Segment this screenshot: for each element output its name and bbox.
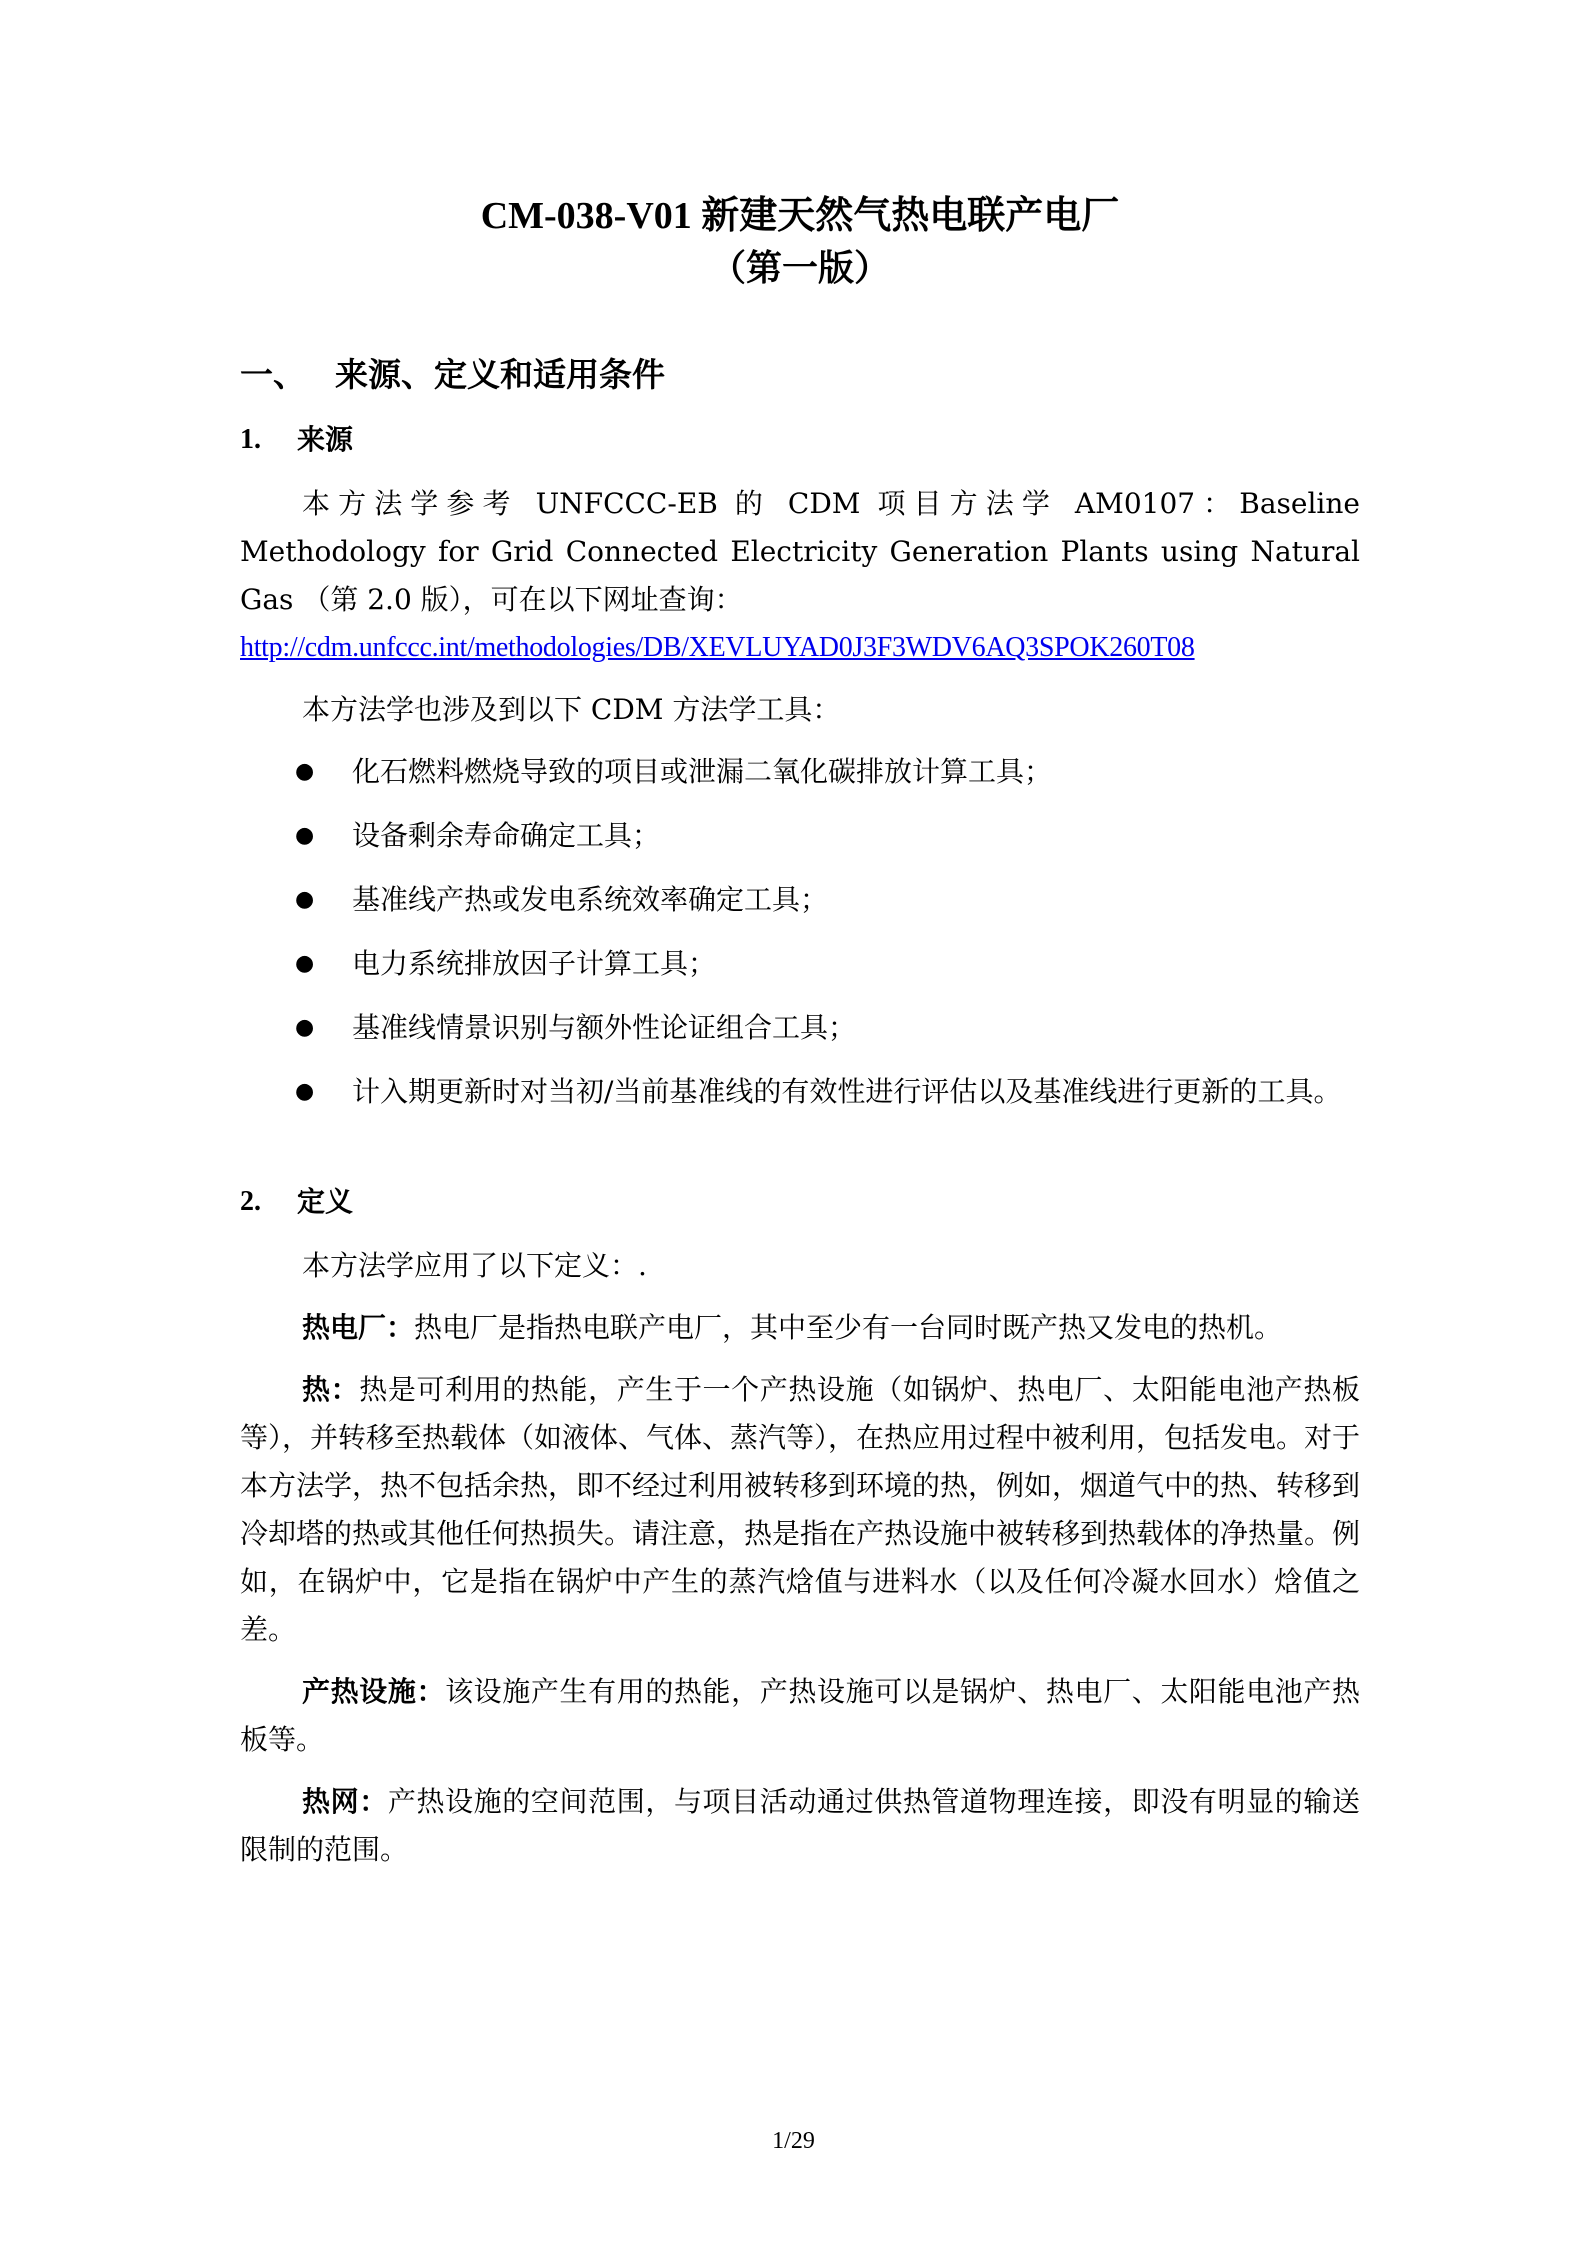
page-content (240, 190, 1360, 1888)
list-item-text: 化石燃料燃烧导致的项目或泄漏二氧化碳排放计算工具； (352, 755, 1053, 788)
bullet-icon: ● (295, 759, 315, 784)
section-heading-1 (240, 352, 1360, 398)
definition-term: 热： (302, 1373, 360, 1406)
list-item (240, 940, 1360, 988)
definition-chp-plant (240, 1304, 1360, 1352)
subsection-heading-source (240, 420, 1360, 460)
definition-heat-network (240, 1778, 1360, 1874)
bullet-icon: ● (295, 1079, 315, 1104)
list-item (240, 812, 1360, 860)
section-title: 来源、定义和适用条件 (335, 355, 665, 394)
methodology-link[interactable]: http://cdm.unfccc.int/methodologies/DB/XEVLUYAD0J3F3WDV6AQ3SPOK260T08 (240, 632, 1195, 663)
definition-term: 热网： (302, 1785, 388, 1818)
list-item-text: 基准线情景识别与额外性论证组合工具； (352, 1011, 857, 1044)
list-item (240, 876, 1360, 924)
list-item-text: 计入期更新时对当初/当前基准线的有效性进行评估以及基准线进行更新的工具。 (352, 1075, 1342, 1108)
subsection-heading-definitions (240, 1182, 1360, 1222)
subsection-number: 1. (240, 424, 261, 455)
definitions-intro: 本方法学应用了以下定义：. (302, 1249, 647, 1282)
subsection-title: 来源 (297, 423, 354, 456)
definition-text: 热是可利用的热能，产生于一个产热设施（如锅炉、热电厂、太阳能电池产热板等），并转移至热载体（如液体、气体、蒸汽等），在热应用过程中被利用，包括发电。对于本方法学，热不包括余热，即不经过利用被转移到环境的热，例如，烟道气中的热、转移到冷却塔的热或其他任何热损失。请注意，热是指在产热设施中被转移到热载体的净热量。例如，在锅炉中，它是指在锅炉中产生的蒸汽焓值与进料水（以及任何冷凝水回水）焓值之差。 (240, 1373, 1361, 1646)
definition-text: 该设施产生有用的热能，产热设施可以是锅炉、热电厂、太阳能电池产热板等。 (240, 1675, 1360, 1756)
list-item (240, 1068, 1360, 1116)
definition-text: 热电厂是指热电联产电厂，其中至少有一台同时既产热又发电的热机。 (414, 1311, 1283, 1344)
section-number: 一、 (240, 355, 306, 394)
bullet-icon: ● (295, 887, 315, 912)
bullet-icon: ● (295, 823, 315, 848)
tools-list (240, 748, 1360, 1116)
list-item (240, 1004, 1360, 1052)
bullet-icon: ● (295, 1015, 315, 1040)
subsection-number: 2. (240, 1186, 261, 1217)
list-item-text: 设备剩余寿命确定工具； (352, 819, 661, 852)
subsection-title: 定义 (297, 1185, 354, 1218)
source-paragraph: 本方法学参考 UNFCCC-EB 的 CDM 项目方法学 AM0107：Baseline Methodology for Grid Connected Electricity Generation Plants using Natural Gas （第 2.0 版），可在以下网址查询： (240, 487, 1360, 616)
document-title: CM-038-V01 新建天然气热电联产电厂 (480, 195, 1120, 237)
definition-term: 热电厂： (302, 1311, 415, 1344)
page-number: 1/29 (772, 2128, 815, 2154)
definition-term: 产热设施： (302, 1675, 446, 1708)
list-item-text: 基准线产热或发电系统效率确定工具； (352, 883, 829, 916)
bullet-icon: ● (295, 951, 315, 976)
definition-text: 产热设施的空间范围，与项目活动通过供热管道物理连接，即没有明显的输送限制的范围。 (240, 1785, 1360, 1866)
tools-intro-paragraph: 本方法学也涉及到以下 CDM 方法学工具： (302, 693, 841, 726)
definition-heat (240, 1366, 1360, 1654)
section-spacer (240, 1132, 1360, 1182)
list-item (240, 748, 1360, 796)
list-item-text: 电力系统排放因子计算工具； (352, 947, 717, 980)
document-subtitle: （第一版） (709, 247, 890, 289)
definition-heat-facility (240, 1668, 1360, 1764)
